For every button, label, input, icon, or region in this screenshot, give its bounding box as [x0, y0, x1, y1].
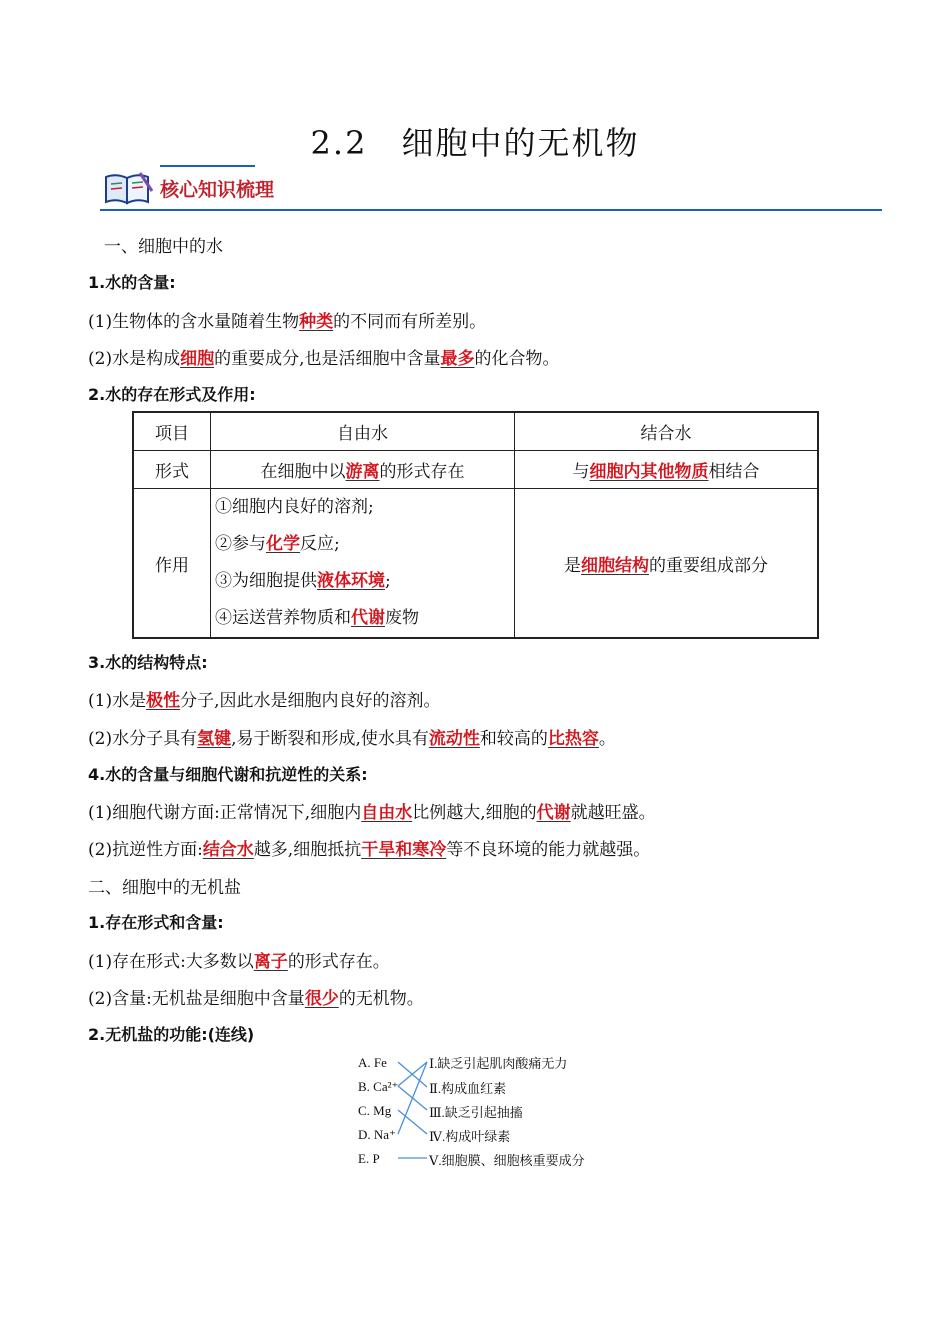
- section-1-heading: 一、细胞中的水: [104, 237, 223, 257]
- header-bottom-rule: [100, 209, 882, 211]
- header-top-rule: [160, 165, 255, 167]
- water-forms-table: [132, 411, 819, 639]
- heading-water-forms: 2.水的存在形式及作用:: [88, 385, 256, 404]
- match-right-item: Ⅴ.细胞膜、细胞核重要成分: [429, 1153, 585, 1168]
- table-cell: 与细胞内其他物质相结合: [515, 451, 819, 489]
- table-cell: 是细胞结构的重要组成部分: [515, 489, 819, 639]
- matching-diagram: [355, 1050, 615, 1170]
- paragraph: (1)生物体的含水量随着生物种类的不同而有所差别。: [88, 312, 487, 332]
- paragraph: (1)细胞代谢方面:正常情况下,细胞内自由水比例越大,细胞的代谢就越旺盛。: [88, 803, 656, 823]
- table-header-cell: 结合水: [515, 412, 819, 451]
- match-left-item: A. Fe: [358, 1055, 387, 1070]
- section-header-label: 核心知识梳理: [160, 179, 275, 201]
- match-right-item: Ⅳ.构成叶绿素: [429, 1129, 511, 1144]
- answer-text: 细胞: [180, 349, 215, 369]
- answer-text: 极性: [146, 691, 181, 711]
- notebook-icon: [102, 169, 154, 207]
- heading-water-metabolism: 4.水的含量与细胞代谢和抗逆性的关系:: [88, 765, 368, 784]
- match-right-item: Ⅰ.缺乏引起肌肉酸痛无力: [429, 1056, 568, 1071]
- table-row-label: 形式: [133, 451, 211, 489]
- answer-text: 种类: [299, 312, 334, 332]
- match-left-item: B. Ca²⁺: [358, 1079, 399, 1094]
- heading-salt-functions: 2.无机盐的功能:(连线): [88, 1025, 255, 1044]
- match-right-item: Ⅲ.缺乏引起抽搐: [429, 1105, 523, 1120]
- page-title: 2.2 细胞中的无机物: [310, 124, 640, 162]
- heading-water-content: 1.水的含量:: [88, 273, 176, 292]
- table-row-label: 作用: [133, 489, 211, 639]
- paragraph: (2)抗逆性方面:结合水越多,细胞抵抗干旱和寒冷等不良环境的能力就越强。: [88, 840, 651, 860]
- table-cell: 在细胞中以游离的形式存在: [211, 451, 515, 489]
- section-2-heading: 二、细胞中的无机盐: [88, 878, 241, 898]
- paragraph: (1)存在形式:大多数以离子的形式存在。: [88, 952, 390, 972]
- table-header-cell: 项目: [133, 412, 211, 451]
- match-left-item: C. Mg: [358, 1103, 392, 1118]
- match-left-item: E. P: [358, 1151, 380, 1166]
- table-cell: ①细胞内良好的溶剂; ②参与化学反应; ③为细胞提供液体环境; ④运送营养物质和代谢废物: [211, 489, 515, 639]
- table-header-cell: 自由水: [211, 412, 515, 451]
- match-left-item: D. Na⁺: [358, 1127, 396, 1142]
- paragraph: (2)含量:无机盐是细胞中含量很少的无机物。: [88, 989, 424, 1009]
- paragraph: (2)水是构成细胞的重要成分,也是活细胞中含量最多的化合物。: [88, 349, 560, 369]
- heading-water-structure: 3.水的结构特点:: [88, 653, 208, 672]
- paragraph: (2)水分子具有氢键,易于断裂和形成,使水具有流动性和较高的比热容。: [88, 729, 616, 749]
- heading-salt-forms: 1.存在形式和含量:: [88, 913, 224, 932]
- answer-text: 最多: [440, 349, 475, 369]
- section-header: [100, 165, 882, 213]
- paragraph: (1)水是极性分子,因此水是细胞内良好的溶剂。: [88, 691, 441, 711]
- match-right-item: Ⅱ.构成血红素: [429, 1081, 507, 1096]
